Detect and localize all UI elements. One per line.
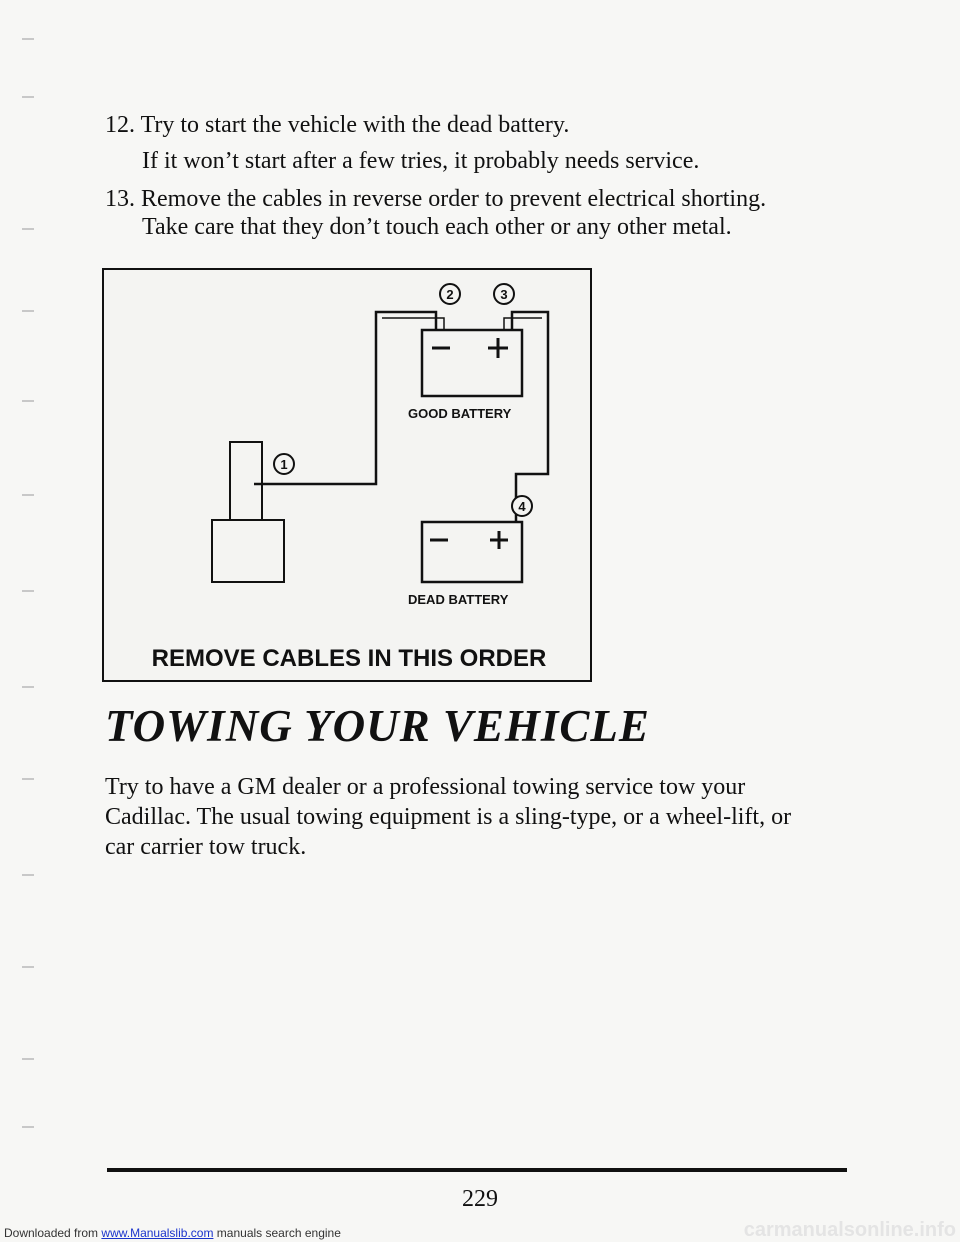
section-paragraph: Try to have a GM dealer or a professional towing service tow your Cadillac. The usual towing equipment is a sling-type, or a wheel-lift, or car carrier tow truck. [105, 774, 792, 860]
step-number: 12. [105, 112, 135, 138]
step-12-detail: If it won’t start after a few tries, it probably needs service. [142, 148, 700, 174]
margin-tick [22, 1126, 34, 1128]
margin-tick [22, 778, 34, 780]
step-13 [105, 184, 766, 214]
margin-tick [22, 310, 34, 312]
margin-tick [22, 686, 34, 688]
diagram-caption: REMOVE CABLES IN THIS ORDER [151, 645, 547, 672]
site-watermark: carmanualsonline.info [743, 1219, 956, 1241]
margin-tick [22, 38, 34, 40]
step-number: 13. [105, 186, 135, 212]
good-battery [422, 330, 522, 396]
margin-tick [22, 400, 34, 402]
marker-1-label: 1 [280, 457, 288, 472]
manualslib-link[interactable]: www.Manualslib.com [101, 1226, 214, 1240]
footer-rule [107, 1168, 847, 1172]
step-12 [105, 110, 569, 140]
diagram-graphic [104, 270, 594, 684]
positive-cable [512, 312, 548, 522]
marker-2-label: 2 [446, 287, 454, 302]
step-text: Remove the cables in reverse order to prevent electrical shorting. [141, 186, 767, 212]
download-suffix: manuals search engine [216, 1226, 341, 1240]
negative-cable-inner [382, 318, 444, 330]
download-notice [0, 1224, 345, 1242]
dead-battery [422, 522, 522, 582]
margin-tick [22, 590, 34, 592]
cable-removal-diagram [102, 268, 592, 682]
marker-3-label: 3 [500, 287, 508, 302]
dead-battery-label: DEAD BATTERY [408, 592, 509, 607]
margin-tick [22, 96, 34, 98]
margin-tick [22, 966, 34, 968]
good-battery-label: GOOD BATTERY [408, 406, 512, 421]
step-text: Try to start the vehicle with the dead battery. [140, 112, 570, 138]
page-number: 229 [462, 1186, 498, 1212]
download-prefix: Downloaded from [4, 1226, 99, 1240]
positive-cable-inner [504, 318, 542, 330]
engine-ground-post [230, 442, 262, 520]
step-13-detail: Take care that they don’t touch each other or any other metal. [142, 214, 732, 240]
margin-tick [22, 228, 34, 230]
engine-block [212, 520, 284, 582]
marker-4-label: 4 [518, 499, 526, 514]
section-heading: TOWING YOUR VEHICLE [105, 701, 650, 751]
margin-tick [22, 494, 34, 496]
margin-tick [22, 874, 34, 876]
margin-tick [22, 1058, 34, 1060]
